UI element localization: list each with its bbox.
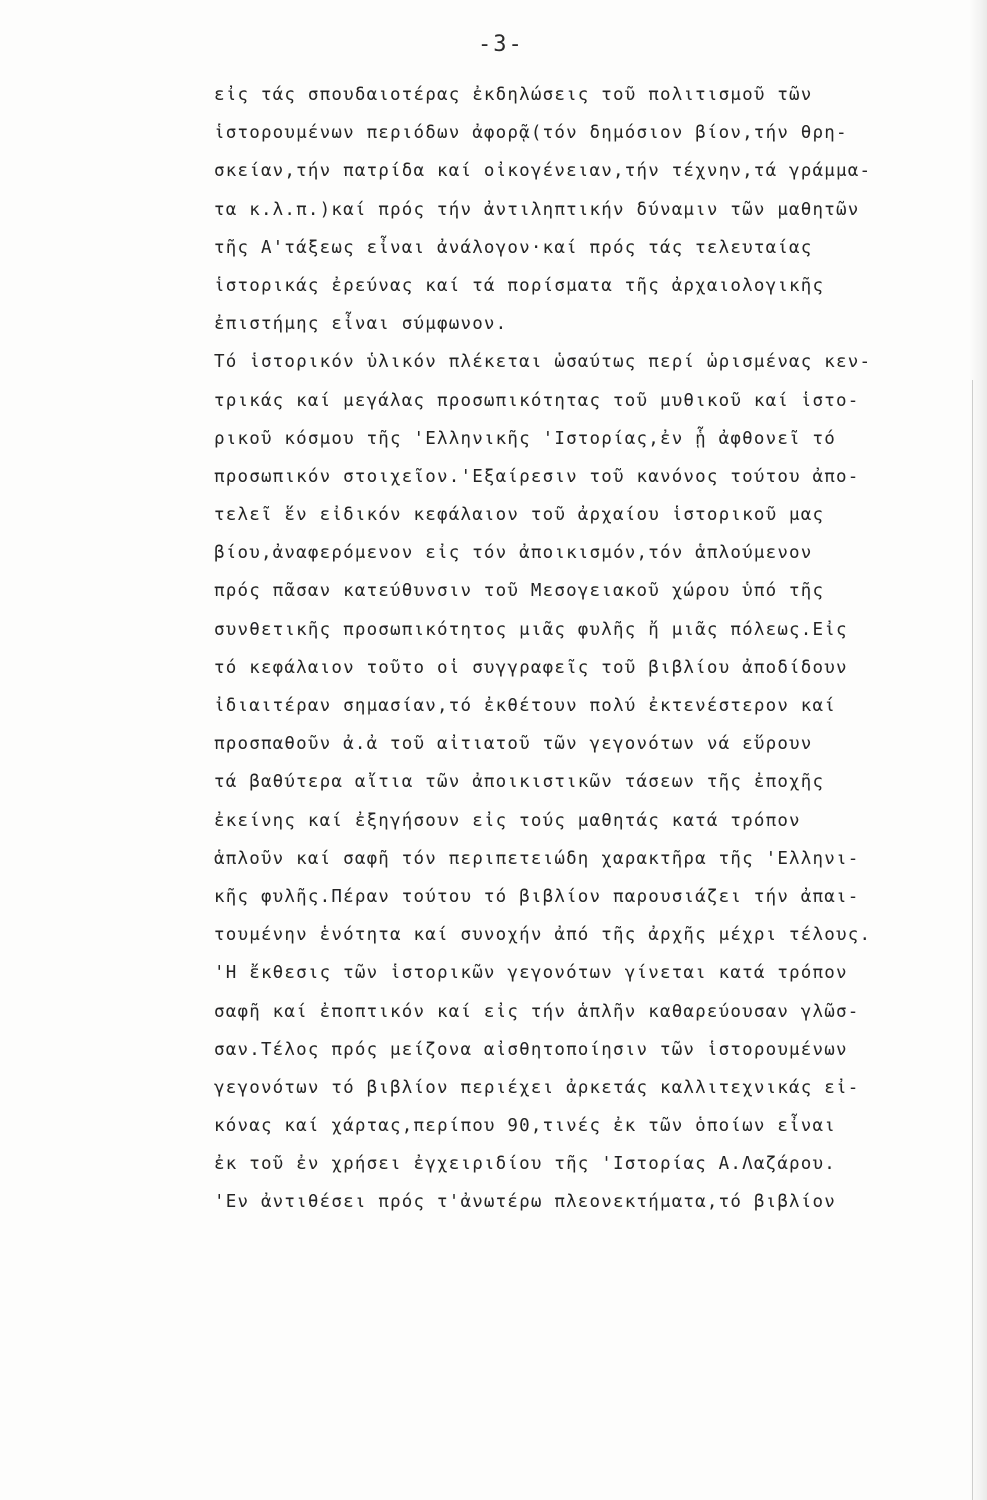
text-line: ἐκ τοῦ ἐν χρήσει ἐγχειριδίου τῆς 'Ιστορίας Α.Λαζάρου. xyxy=(214,1154,837,1175)
typed-body-text xyxy=(214,76,871,1222)
text-line: ἐκείνης καί ἐξηγήσουν εἰς τούς μαθητάς κατά τρόπον xyxy=(214,810,801,831)
text-line: βίου,ἀναφερόμενον εἰς τόν ἀποικισμόν,τόν ἁπλούμενον xyxy=(214,543,813,564)
text-line: 'Η ἔκθεσις τῶν ἱστορικῶν γεγονότων γίνεται κατά τρόπον xyxy=(214,963,848,984)
text-line: πρός πᾶσαν κατεύθυνσιν τοῦ Μεσογειακοῦ χώρου ὑπό τῆς xyxy=(214,581,825,602)
text-line: κῆς φυλῆς.Πέραν τούτου τό βιβλίον παρουσιάζει τήν ἀπαι- xyxy=(214,886,860,907)
text-line: ἱστορουμένων περιόδων ἀφορᾷ(τόν δημόσιον βίον,τήν θρη- xyxy=(214,123,848,144)
text-line: προσπαθοῦν ἀ.ἀ τοῦ αἰτιατοῦ τῶν γεγονότων νά εὕρουν xyxy=(214,734,813,755)
text-line: συνθετικῆς προσωπικότητος μιᾶς φυλῆς ἤ μιᾶς πόλεως.Εἰς xyxy=(214,619,848,640)
text-line: γεγονότων τό βιβλίον περιέχει ἀρκετάς καλλιτεχνικάς εἰ- xyxy=(214,1077,860,1098)
scan-edge-line xyxy=(972,380,973,1500)
text-line: τουμένην ἑνότητα καί συνοχήν ἀπό τῆς ἀρχῆς μέχρι τέλους. xyxy=(214,925,872,946)
text-line: τά βαθύτερα αἴτια τῶν ἀποικιστικῶν τάσεων τῆς ἐποχῆς xyxy=(214,772,825,793)
text-line: κόνας καί χάρτας,περίπου 90,τινές ἐκ τῶν ὁποίων εἶναι xyxy=(214,1116,837,1137)
text-line: εἰς τάς σπουδαιοτέρας ἐκδηλώσεις τοῦ πολιτισμοῦ τῶν xyxy=(214,85,813,105)
text-line: σκείαν,τήν πατρίδα καί οἰκογένειαν,τήν τέχνην,τά γράμμα- xyxy=(214,161,872,182)
text-line: σαφῆ καί ἐποπτικόν καί εἰς τήν ἁπλῆν καθαρεύουσαν γλῶσ- xyxy=(214,1001,860,1022)
text-line: 'Εν ἀντιθέσει πρός τ'ἀνωτέρω πλεονεκτήματα,τό βιβλίον xyxy=(214,1192,837,1213)
text-line: τρικάς καί μεγάλας προσωπικότητας τοῦ μυθικοῦ καί ἱστο- xyxy=(214,390,860,411)
text-line: ἁπλοῦν καί σαφῆ τόν περιπετειώδη χαρακτῆρα τῆς 'Ελληνι- xyxy=(214,848,860,869)
text-line: Τό ἱστορικόν ὑλικόν πλέκεται ὡσαύτως περί ὡρισμένας κεν- xyxy=(214,352,872,373)
text-line: ἱστορικάς ἐρεύνας καί τά πορίσματα τῆς ἀρχαιολογικῆς xyxy=(214,275,825,296)
text-line: σαν.Τέλος πρός μείζονα αἰσθητοποίησιν τῶν ἱστορουμένων xyxy=(214,1039,848,1060)
text-line: ρικοῦ κόσμου τῆς 'Ελληνικῆς 'Ιστορίας,ἐν ᾗ ἀφθονεῖ τό xyxy=(214,428,837,449)
text-line: τα κ.λ.π.)καί πρός τήν ἀντιληπτικήν δύναμιν τῶν μαθητῶν xyxy=(214,199,860,220)
text-line: τῆς Α'τάξεως εἶναι ἀνάλογον·καί πρός τάς τελευταίας xyxy=(214,237,813,258)
text-line: ἰδιαιτέραν σημασίαν,τό ἐκθέτουν πολύ ἐκτενέστερον καί xyxy=(214,696,837,716)
text-line: τό κεφάλαιον τοῦτο οἱ συγγραφεῖς τοῦ βιβλίου ἀποδίδουν xyxy=(214,657,848,678)
text-line: προσωπικόν στοιχεῖον.'Εξαίρεσιν τοῦ κανόνος τούτου ἀπο- xyxy=(214,466,860,487)
text-line: τελεῖ ἕν εἰδικόν κεφάλαιον τοῦ ἀρχαίου ἱστορικοῦ μας xyxy=(214,505,825,526)
page-number: -3- xyxy=(478,32,524,57)
text-line: ἐπιστήμης εἶναι σύμφωνον. xyxy=(214,314,508,335)
